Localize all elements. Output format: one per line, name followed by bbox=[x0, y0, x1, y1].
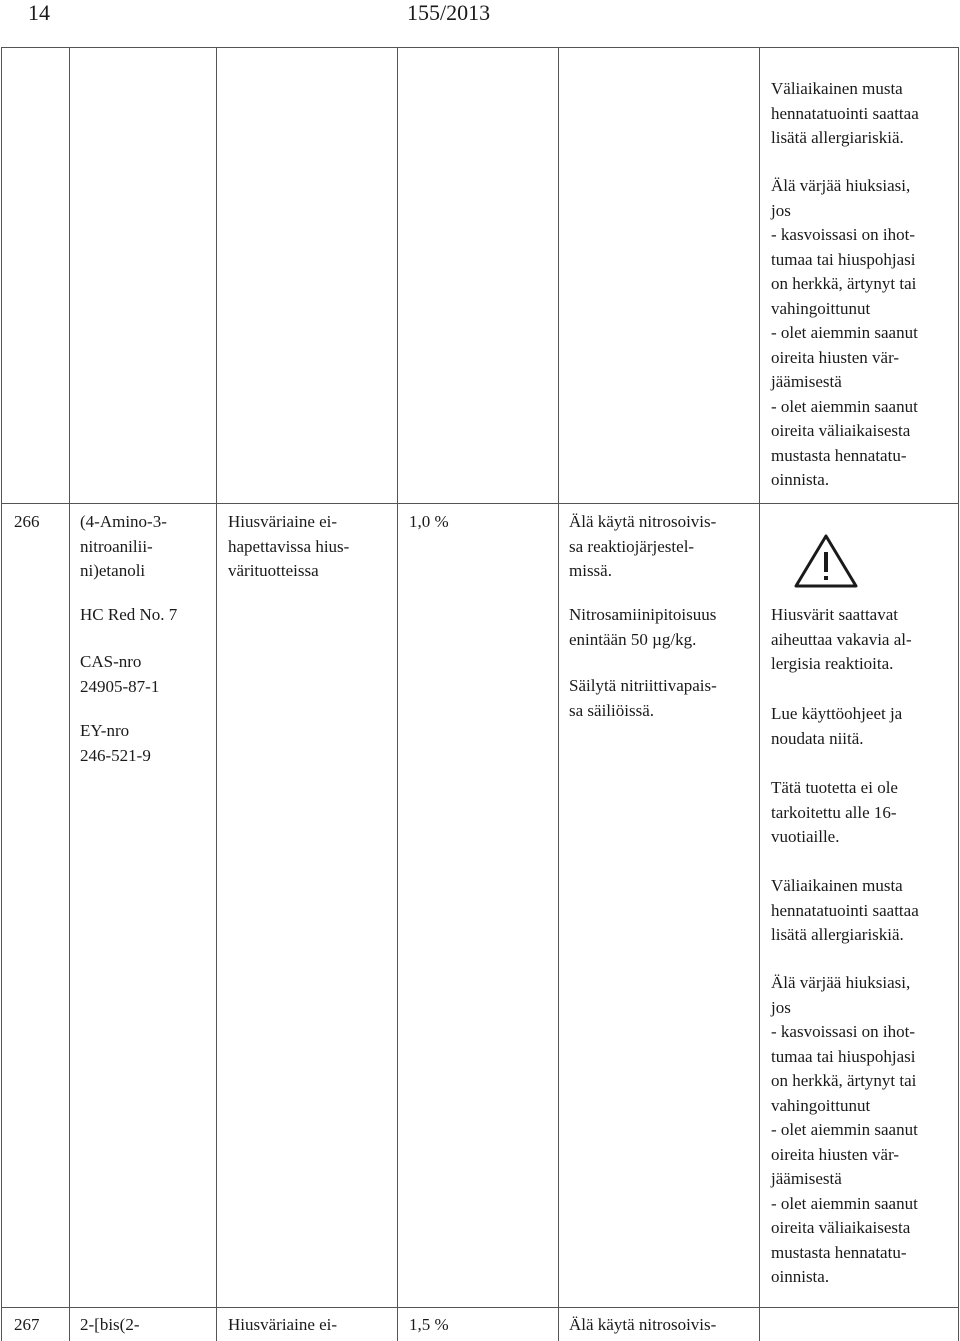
row-265-warning-do-not-dye: Älä värjää hiuksiasi, jos - kasvoissasi on ihot- tumaa tai hiuspohjasi on herkkä, ärtynyt tai vahingoittunut - olet aiemmin saanut oireita hiusten vär- jäämisestä - olet aiemmin saanut oireita väliaikaisesta mustasta hennatatu- oinnista. bbox=[771, 176, 918, 489]
row-267-max-concentration: 1,5 % bbox=[409, 1315, 449, 1334]
column-border-right bbox=[958, 47, 959, 1341]
column-border-6 bbox=[759, 47, 760, 1341]
row-266-max-concentration: 1,0 % bbox=[409, 512, 449, 531]
row-266-warning-allergy: Hiusvärit saattavat aiheuttaa vakavia al- lergisia reaktioita. bbox=[771, 605, 912, 673]
table-top-border bbox=[1, 47, 959, 48]
column-border-4 bbox=[397, 47, 398, 1341]
document-reference: 155/2013 bbox=[407, 0, 491, 25]
row-266-condition-nitrosamine: Nitrosamiinipitoisuus enintään 50 µg/kg. bbox=[569, 605, 717, 649]
row-266-top-border bbox=[1, 503, 959, 504]
row-267-condition-nitrosating: Älä käytä nitrosoivis- bbox=[569, 1315, 717, 1334]
row-265-warning-henna: Väliaikainen musta hennatatuointi saattaa lisätä allergiariskiä. bbox=[771, 79, 919, 147]
row-266-warning-instructions: Lue käyttöohjeet ja noudata niitä. bbox=[771, 704, 903, 748]
row-266-ec-number: EY-nro 246-521-9 bbox=[80, 721, 151, 765]
row-266-number: 266 bbox=[14, 512, 40, 531]
row-266-condition-nitrosating: Älä käytä nitrosoivis- sa reaktiojärjestel- missä. bbox=[569, 512, 717, 580]
row-267-number: 267 bbox=[14, 1315, 40, 1334]
row-266-condition-storage: Säilytä nitriittivapais- sa säiliöissä. bbox=[569, 676, 717, 720]
row-266-warning-henna: Väliaikainen musta hennatatuointi saattaa lisätä allergiariskiä. bbox=[771, 876, 919, 944]
row-267-top-border bbox=[1, 1307, 959, 1308]
row-266-inci-name: HC Red No. 7 bbox=[80, 605, 178, 624]
row-266-warning-do-not-dye: Älä värjää hiuksiasi, jos - kasvoissasi on ihot- tumaa tai hiuspohjasi on herkkä, ärtynyt tai vahingoittunut - olet aiemmin saanut oireita hiusten vär- jäämisestä - olet aiemmin saanut oireita väliaikaisesta mustasta hennatatu- oinnista. bbox=[771, 973, 918, 1286]
column-border-3 bbox=[216, 47, 217, 1341]
row-267-product-type: Hiusväriaine ei- bbox=[228, 1315, 338, 1334]
column-border-left bbox=[1, 47, 2, 1341]
row-266-product-type: Hiusväriaine ei- hapettavissa hius- värituotteissa bbox=[228, 512, 350, 580]
row-266-warning-age: Tätä tuotetta ei ole tarkoitettu alle 16- vuotiaille. bbox=[771, 778, 898, 846]
column-border-5 bbox=[558, 47, 559, 1341]
row-266-cas-number: CAS-nro 24905-87-1 bbox=[80, 652, 160, 696]
row-267-chemical-name: 2-[bis(2- bbox=[80, 1315, 140, 1334]
warning-triangle-icon bbox=[793, 533, 859, 589]
page-number: 14 bbox=[28, 0, 50, 25]
column-border-2 bbox=[69, 47, 70, 1341]
row-266-chemical-name: (4-Amino-3- nitroanilii- ni)etanoli bbox=[80, 512, 167, 580]
